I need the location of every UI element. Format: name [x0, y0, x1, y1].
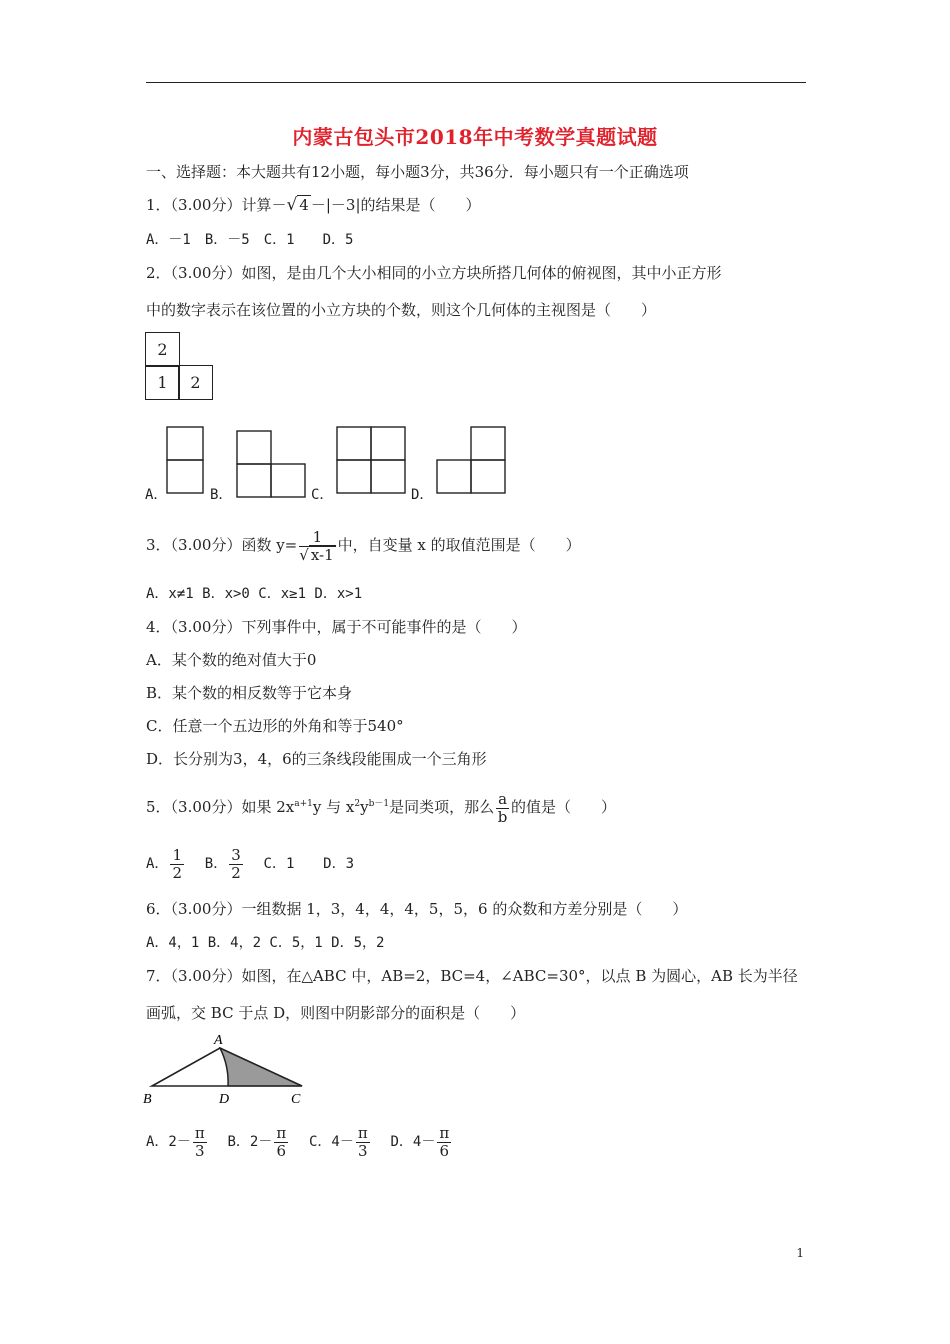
q7-options [146, 1120, 453, 1163]
frac-num: π [276, 1123, 287, 1142]
q1-radicand: 4 [299, 196, 309, 214]
q3-radicand: x-1 [310, 545, 334, 564]
question-1 [146, 195, 481, 215]
q5-options [146, 843, 354, 884]
frac-den: 6 [276, 1141, 287, 1160]
q5-frac-den: b [497, 807, 508, 826]
frac-num: π [194, 1123, 205, 1142]
q2-option-a-label: A． [145, 487, 168, 503]
frac-den: 2 [231, 863, 241, 882]
frac-den: 3 [358, 1141, 368, 1160]
sqrt-symbol: √ [299, 545, 309, 564]
q5-opt-c: C．1 [263, 856, 295, 872]
frac-den: 6 [439, 1141, 450, 1160]
section-header: 一、选择题：本大题共有12小题，每小题3分，共36分．每小题只有一个正确选项 [146, 163, 689, 181]
frac-num: 3 [231, 845, 241, 864]
q4-option-d: D．长分别为3，4，6的三条线段能围成一个三角形 [146, 750, 487, 768]
q2-option-b-figure [236, 430, 310, 500]
q4-stem: 4．（3.00分）下列事件中，属于不可能事件的是（ ） [146, 618, 527, 636]
frac-den: 3 [195, 1141, 205, 1160]
q3-stem-prefix: 3．（3.00分）函数 y= [146, 536, 298, 554]
label-d: D [219, 1092, 230, 1107]
q4-option-c: C．任意一个五边形的外角和等于540° [146, 717, 404, 735]
q2-option-a-figure [166, 426, 206, 498]
frac-num: π [439, 1123, 450, 1142]
frac-den: 2 [172, 863, 182, 882]
q7-opt-b-label: B．2－ [227, 1134, 273, 1150]
q2-option-d-figure [436, 426, 508, 498]
q2-option-c-figure [336, 426, 408, 498]
q1-stem-suffix: －|－3|的结果是（ ） [310, 196, 481, 214]
q7-triangle-figure [140, 1030, 320, 1110]
q5-stem-suffix: 的值是（ ） [511, 798, 617, 816]
q5-mid3: 是同类项，那么 [389, 798, 495, 816]
q7-opt-d-label: D．4－ [390, 1134, 436, 1150]
q3-frac-den [299, 547, 335, 564]
q5-sup3: b－1 [368, 799, 390, 809]
q2-option-b-label: B． [210, 487, 233, 503]
page-number: 1 [796, 1246, 804, 1260]
question-5 [146, 786, 616, 826]
label-a: A [214, 1033, 223, 1048]
q5-mid1: y 与 x [312, 798, 355, 816]
q5-frac-num: a [498, 789, 508, 808]
q7-opt-c-frac [356, 1125, 370, 1160]
q5-opt-b-frac [229, 847, 243, 882]
q3-options: A．x≠1 B．x>0 C．x≥1 D．x>1 [146, 586, 363, 602]
grid-cell: 2 [145, 332, 180, 367]
q6-stem: 6．（3.00分）一组数据 1，3，4，4，4，5，5，6 的众数和方差分别是（ ） [146, 900, 688, 918]
q7-opt-c-label: C．4－ [309, 1134, 354, 1150]
sqrt-symbol: √ [286, 195, 298, 215]
q7-opt-a-label: A．2－ [146, 1134, 191, 1150]
label-b: B [143, 1092, 152, 1107]
header-rule [146, 82, 806, 83]
q5-mid2: y [360, 798, 369, 816]
q5-opt-b-label: B． [204, 856, 228, 872]
q2-option-c-label: C． [311, 487, 334, 503]
q2-stem-line2: 中的数字表示在该位置的小立方块的个数，则这个几何体的主视图是（ ） [146, 301, 657, 319]
q5-opt-a-frac [170, 847, 184, 882]
question-3 [146, 526, 581, 564]
q5-stem-prefix: 5．（3.00分）如果 2x [146, 798, 295, 816]
q1-stem-prefix: 1．（3.00分）计算－ [146, 196, 287, 214]
q3-stem-suffix: 中，自变量 x 的取值范围是（ ） [337, 536, 581, 554]
q3-fraction [299, 529, 335, 564]
label-c: C [291, 1092, 301, 1107]
frac-num: 1 [172, 845, 182, 864]
q5-fraction [496, 791, 509, 826]
q3-frac-num: 1 [299, 529, 335, 547]
q6-options: A．4，1 B．4，2 C．5，1 D．5，2 [146, 935, 385, 951]
frac-num: π [357, 1123, 368, 1142]
q4-option-b: B．某个数的相反数等于它本身 [146, 684, 353, 702]
q5-opt-d: D．3 [323, 856, 355, 872]
q4-option-a: A．某个数的绝对值大于0 [146, 651, 317, 669]
grid-cell: 2 [178, 365, 213, 400]
page-title: 内蒙古包头市2018年中考数学真题试题 [292, 125, 658, 149]
q2-option-d-label: D． [411, 487, 434, 503]
q7-stem-line2: 画弧，交 BC 于点 D，则图中阴影部分的面积是（ ） [146, 1004, 526, 1022]
q5-sup2: 2 [354, 799, 361, 809]
q7-opt-b-frac [274, 1125, 288, 1160]
q2-stem-line1: 2．（3.00分）如图，是由几个大小相同的小立方块所搭几何体的俯视图，其中小正方形 [146, 264, 722, 282]
q7-opt-a-frac [193, 1125, 207, 1160]
q7-opt-d-frac [437, 1125, 451, 1160]
q5-opt-a-label: A． [146, 856, 169, 872]
q5-sup1: a+1 [294, 799, 313, 809]
q7-stem-line1: 7．（3.00分）如图，在△ABC 中，AB=2，BC=4，∠ABC=30°，以点 B 为圆心，AB 长为半径 [146, 967, 798, 985]
q1-options: A．－1 B．－5 C．1 D．5 [146, 232, 354, 248]
grid-cell: 1 [145, 365, 180, 400]
